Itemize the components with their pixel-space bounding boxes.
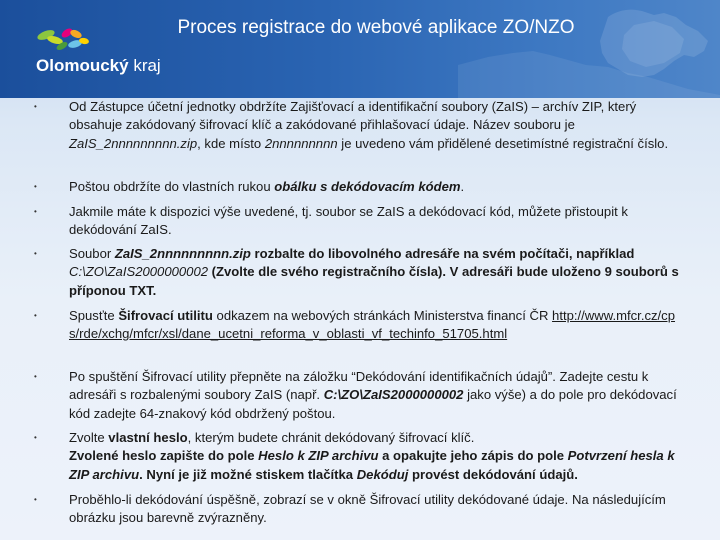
bullet-text: Poštou obdržíte do vlastních rukou obálku s dekódovacím kódem. — [69, 179, 465, 194]
bullet-text: Soubor ZaIS_2nnnnnnnnn.zip rozbalte do libovolného adresáře na svém počítači, například C:\ZO\ZaIS2000000002 (Zvolte dle svého registračního čísla). V adresáři bude uloženo 9 souborů s příponou TXT. — [69, 246, 679, 298]
bullet-dot: • — [34, 207, 37, 216]
bullet-dot: • — [34, 433, 37, 442]
bullet-dot: • — [34, 311, 37, 320]
logo-butterfly-icon — [22, 26, 112, 58]
bullet-dot: • — [34, 372, 37, 381]
bullet-dot: • — [34, 182, 37, 191]
header-banner — [0, 0, 720, 98]
bullet-dot: • — [34, 249, 37, 258]
bullet-dot: • — [34, 102, 37, 111]
bullet-text: Jakmile máte k dispozici výše uvedené, tj. soubor se ZaIS a dekódovací kód, můžete přistoupit k dekódování ZaIS. — [69, 204, 628, 238]
bullet-text: Od Zástupce účetní jednotky obdržíte Zajišťovací a identifikační soubory (ZaIS) – archív ZIP, který obsahuje zakódovaný šifrovací klíč a zakódované přihlašovací údaje. Název souboru je ZaIS_2nnnnnnnnn.zip, kde místo 2nnnnnnnnn je uvedeno vám přidělené desetimístné registrační číslo. — [69, 99, 669, 151]
logo-text-rest: kraj — [128, 56, 161, 75]
logo-text-bold: Olomoucký — [36, 56, 129, 75]
olomoucky-kraj-logo — [22, 26, 197, 84]
bullet-text: Spusťte Šifrovací utilitu odkazem na webových stránkách Ministerstva financí ČR http://www.mfcr.cz/cps/rde/xchg/mfcr/xsl/dane_ucetni_reforma_v_oblasti_vf_techinfo_51705.html — [69, 308, 676, 342]
bullet-text: Zvolte vlastní heslo, kterým budete chránit dekódovaný šifrovací klíč. Zvolené heslo zapište do pole Heslo k ZIP archivu a opakujte jeho zápis do pole Potvrzení hesla k ZIP archivu. Nyní je již možné stiskem tlačítka Dekóduj provést dekódování údajů. — [69, 430, 675, 482]
mfcr-link[interactable]: http://www.mfcr.cz/cps/rde/xchg/mfcr/xsl/dane_ucetni_reforma_v_oblasti_vf_techinfo_51705.html — [69, 308, 676, 342]
bullet-text: Proběhlo-li dekódování úspěšně, zobrazí se v okně Šifrovací utility dekódované údaje. Na následujícím obrázku jsou barevně zvýrazněny. — [69, 492, 666, 526]
slide-title: Proces registrace do webové aplikace ZO/NZO — [177, 17, 575, 38]
bullet-text: Po spuštění Šifrovací utility přepněte na záložku “Dekódování identifikačních údajů”. Zadejte cestu k adresáři s rozbalenými soubory ZaIS (např. C:\ZO\ZaIS2000000002 jako výše) a do pole pro dekódovací kód zadejte 64-znakový kód obdržený poštou. — [69, 369, 677, 421]
bullet-dot: • — [34, 495, 37, 504]
logo-wordmark — [36, 56, 161, 76]
